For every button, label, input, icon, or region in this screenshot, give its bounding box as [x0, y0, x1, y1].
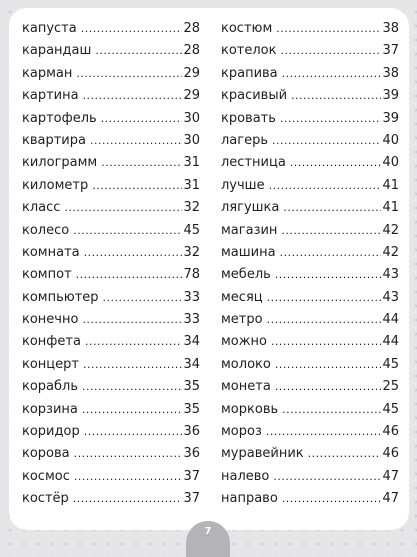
entry-page-number: 32 — [183, 200, 200, 216]
dot-leader — [280, 108, 382, 130]
entry-word: корова — [22, 446, 70, 462]
entry-page-number: 28 — [183, 21, 200, 36]
dot-leader — [74, 443, 183, 465]
entry-word: картофель — [22, 110, 97, 126]
entry-page-number: 41 — [382, 200, 399, 216]
entry-page-number: 44 — [382, 312, 399, 328]
entry-word: километр — [22, 177, 89, 193]
entry-word: магазин — [221, 222, 278, 238]
index-entry — [221, 331, 399, 353]
entry-word: колесо — [22, 222, 70, 238]
dot-leader — [281, 220, 381, 242]
entry-word: корзина — [22, 401, 78, 417]
entry-page-number: 36 — [183, 424, 200, 440]
entry-word: лягушка — [221, 200, 280, 216]
index-entry — [221, 85, 399, 107]
entry-word: космос — [22, 468, 70, 484]
entry-page-number: 45 — [382, 401, 399, 417]
entry-word: костёр — [22, 491, 69, 507]
index-entry — [221, 175, 399, 197]
index-entry — [22, 175, 200, 197]
entry-page-number: 29 — [183, 65, 200, 81]
index-entry — [221, 18, 399, 40]
entry-word: компот — [22, 267, 72, 283]
entry-word: молоко — [221, 356, 271, 372]
entry-word: можно — [221, 334, 267, 350]
index-entry — [22, 242, 200, 264]
dot-leader — [73, 220, 182, 242]
index-entry — [22, 85, 200, 107]
entry-page-number: 39 — [382, 110, 399, 126]
page-number: 7 — [186, 521, 230, 557]
entry-page-number: 37 — [382, 43, 399, 59]
entry-word: лестница — [221, 155, 286, 171]
index-entry — [22, 421, 200, 443]
index-entry — [221, 130, 399, 152]
entry-page-number: 29 — [183, 88, 200, 104]
index-entry — [221, 443, 399, 465]
entry-page-number: 45 — [183, 222, 200, 238]
dot-leader — [269, 175, 382, 197]
entry-page-number: 42 — [382, 244, 399, 260]
entry-page-number: 35 — [183, 379, 200, 395]
entry-page-number: 31 — [183, 155, 200, 171]
entry-word: кровать — [221, 110, 276, 126]
entry-word: муравейник — [221, 446, 304, 462]
index-entry — [221, 466, 399, 488]
dot-leader — [82, 309, 182, 331]
index-entry — [22, 152, 200, 174]
index-entry — [22, 63, 200, 85]
index-entry — [22, 399, 200, 421]
index-entry — [221, 287, 399, 309]
entry-page-number: 47 — [382, 491, 399, 507]
entry-page-number: 46 — [382, 446, 399, 462]
entry-page-number: 43 — [382, 267, 399, 283]
entry-page-number: 32 — [183, 244, 200, 260]
entry-word: карман — [22, 65, 73, 81]
index-entry — [221, 399, 399, 421]
index-entry — [22, 18, 200, 40]
entry-page-number: 43 — [382, 289, 399, 305]
entry-word: компьютер — [22, 289, 99, 305]
entry-word: лучше — [221, 177, 265, 193]
entry-page-number: 25 — [382, 379, 399, 395]
index-entry — [221, 108, 399, 130]
dot-leader — [101, 152, 182, 174]
index-entry — [221, 354, 399, 376]
dot-leader — [76, 264, 183, 286]
entry-word: концерт — [22, 356, 79, 372]
entry-word: конфета — [22, 334, 81, 350]
entry-word: машина — [221, 244, 276, 260]
entry-word: налево — [221, 468, 270, 484]
dot-leader — [280, 242, 382, 264]
index-entry — [221, 40, 399, 62]
entry-page-number: 45 — [382, 356, 399, 372]
entry-page-number: 39 — [382, 88, 399, 104]
entry-word: килограмм — [22, 155, 98, 171]
index-entry — [221, 309, 399, 331]
entry-page-number: 46 — [382, 424, 399, 440]
entry-page-number: 38 — [382, 65, 399, 81]
index-entry — [221, 242, 399, 264]
dot-leader — [282, 399, 381, 421]
dot-leader — [85, 331, 182, 353]
entry-word: направо — [221, 491, 278, 507]
index-entry — [221, 197, 399, 219]
entry-page-number: 37 — [183, 491, 200, 507]
entry-page-number: 47 — [382, 468, 399, 484]
entry-page-number: 34 — [183, 356, 200, 372]
dot-leader — [74, 466, 183, 488]
entry-page-number: 40 — [382, 155, 399, 171]
dot-leader — [92, 175, 182, 197]
index-entry — [22, 287, 200, 309]
index-entry — [221, 264, 399, 286]
entry-word: монета — [221, 379, 271, 395]
dot-leader — [73, 488, 183, 510]
index-entry — [22, 443, 200, 465]
dot-leader — [90, 130, 182, 152]
dot-leader — [95, 40, 182, 62]
entry-page-number: 33 — [183, 312, 200, 328]
entry-word: квартира — [22, 132, 86, 148]
entry-page-number: 36 — [183, 446, 200, 462]
dot-leader — [290, 152, 382, 174]
index-entry — [22, 264, 200, 286]
entry-page-number: 31 — [183, 177, 200, 193]
index-entry — [22, 220, 200, 242]
entry-word: корабль — [22, 379, 79, 395]
entry-word: коридор — [22, 424, 80, 440]
index-page — [9, 8, 409, 530]
dot-leader — [81, 18, 183, 40]
entry-word: лагерь — [221, 132, 269, 148]
index-entry — [22, 331, 200, 353]
entry-word: метро — [221, 312, 263, 328]
dot-leader — [283, 197, 381, 219]
index-entry — [221, 376, 399, 398]
entry-page-number: 38 — [382, 21, 399, 36]
dot-leader — [276, 18, 381, 40]
dot-leader — [83, 354, 182, 376]
entry-word: комната — [22, 244, 80, 260]
index-entry — [22, 40, 200, 62]
index-entry — [22, 488, 200, 510]
dot-leader — [82, 399, 183, 421]
dot-leader — [273, 466, 381, 488]
index-entry — [221, 63, 399, 85]
dot-leader — [267, 287, 382, 309]
dot-leader — [83, 85, 183, 107]
dot-leader — [308, 443, 382, 465]
entry-page-number: 44 — [382, 334, 399, 350]
entry-word: крапива — [221, 65, 278, 81]
dot-leader — [275, 264, 382, 286]
entry-word: карандаш — [22, 43, 92, 59]
index-entry — [22, 197, 200, 219]
dot-leader — [84, 421, 183, 443]
entry-page-number: 33 — [183, 289, 200, 305]
entry-page-number: 37 — [183, 468, 200, 484]
dot-leader — [272, 130, 381, 152]
index-entry — [22, 376, 200, 398]
index-entry — [221, 421, 399, 443]
dot-leader — [275, 354, 382, 376]
index-entry — [22, 354, 200, 376]
entry-word: котелок — [221, 43, 277, 59]
dot-leader — [291, 85, 381, 107]
entry-word: мороз — [221, 424, 262, 440]
entry-page-number: 78 — [183, 267, 200, 283]
entry-page-number: 41 — [382, 177, 399, 193]
dot-leader — [266, 421, 382, 443]
index-entry — [221, 488, 399, 510]
index-column-right — [221, 18, 399, 511]
dot-leader — [84, 242, 183, 264]
index-entry — [22, 130, 200, 152]
entry-word: капуста — [22, 21, 77, 36]
entry-page-number: 35 — [183, 401, 200, 417]
index-column-left — [22, 18, 200, 511]
dot-leader — [281, 40, 382, 62]
entry-page-number: 40 — [382, 132, 399, 148]
entry-word: класс — [22, 200, 61, 216]
entry-page-number: 34 — [183, 334, 200, 350]
index-entry — [22, 309, 200, 331]
dot-leader — [282, 63, 382, 85]
entry-word: месяц — [221, 289, 263, 305]
entry-word: костюм — [221, 21, 273, 36]
dot-leader — [82, 376, 182, 398]
dot-leader — [282, 488, 382, 510]
index-entry — [22, 466, 200, 488]
index-entry — [221, 220, 399, 242]
dot-leader — [101, 108, 183, 130]
entry-page-number: 42 — [382, 222, 399, 238]
dot-leader — [271, 331, 382, 353]
entry-word: красивый — [221, 88, 288, 104]
dot-leader — [76, 63, 182, 85]
entry-page-number: 30 — [183, 110, 200, 126]
entry-page-number: 28 — [183, 43, 200, 59]
entry-word: морковь — [221, 401, 279, 417]
entry-word: картина — [22, 88, 79, 104]
entry-page-number: 30 — [183, 132, 200, 148]
index-entry — [22, 108, 200, 130]
dot-leader — [267, 309, 382, 331]
dot-leader — [103, 287, 183, 309]
index-entry — [221, 152, 399, 174]
dot-leader — [64, 197, 182, 219]
entry-word: конечно — [22, 312, 79, 328]
entry-word: мебель — [221, 267, 271, 283]
dot-leader — [275, 376, 382, 398]
